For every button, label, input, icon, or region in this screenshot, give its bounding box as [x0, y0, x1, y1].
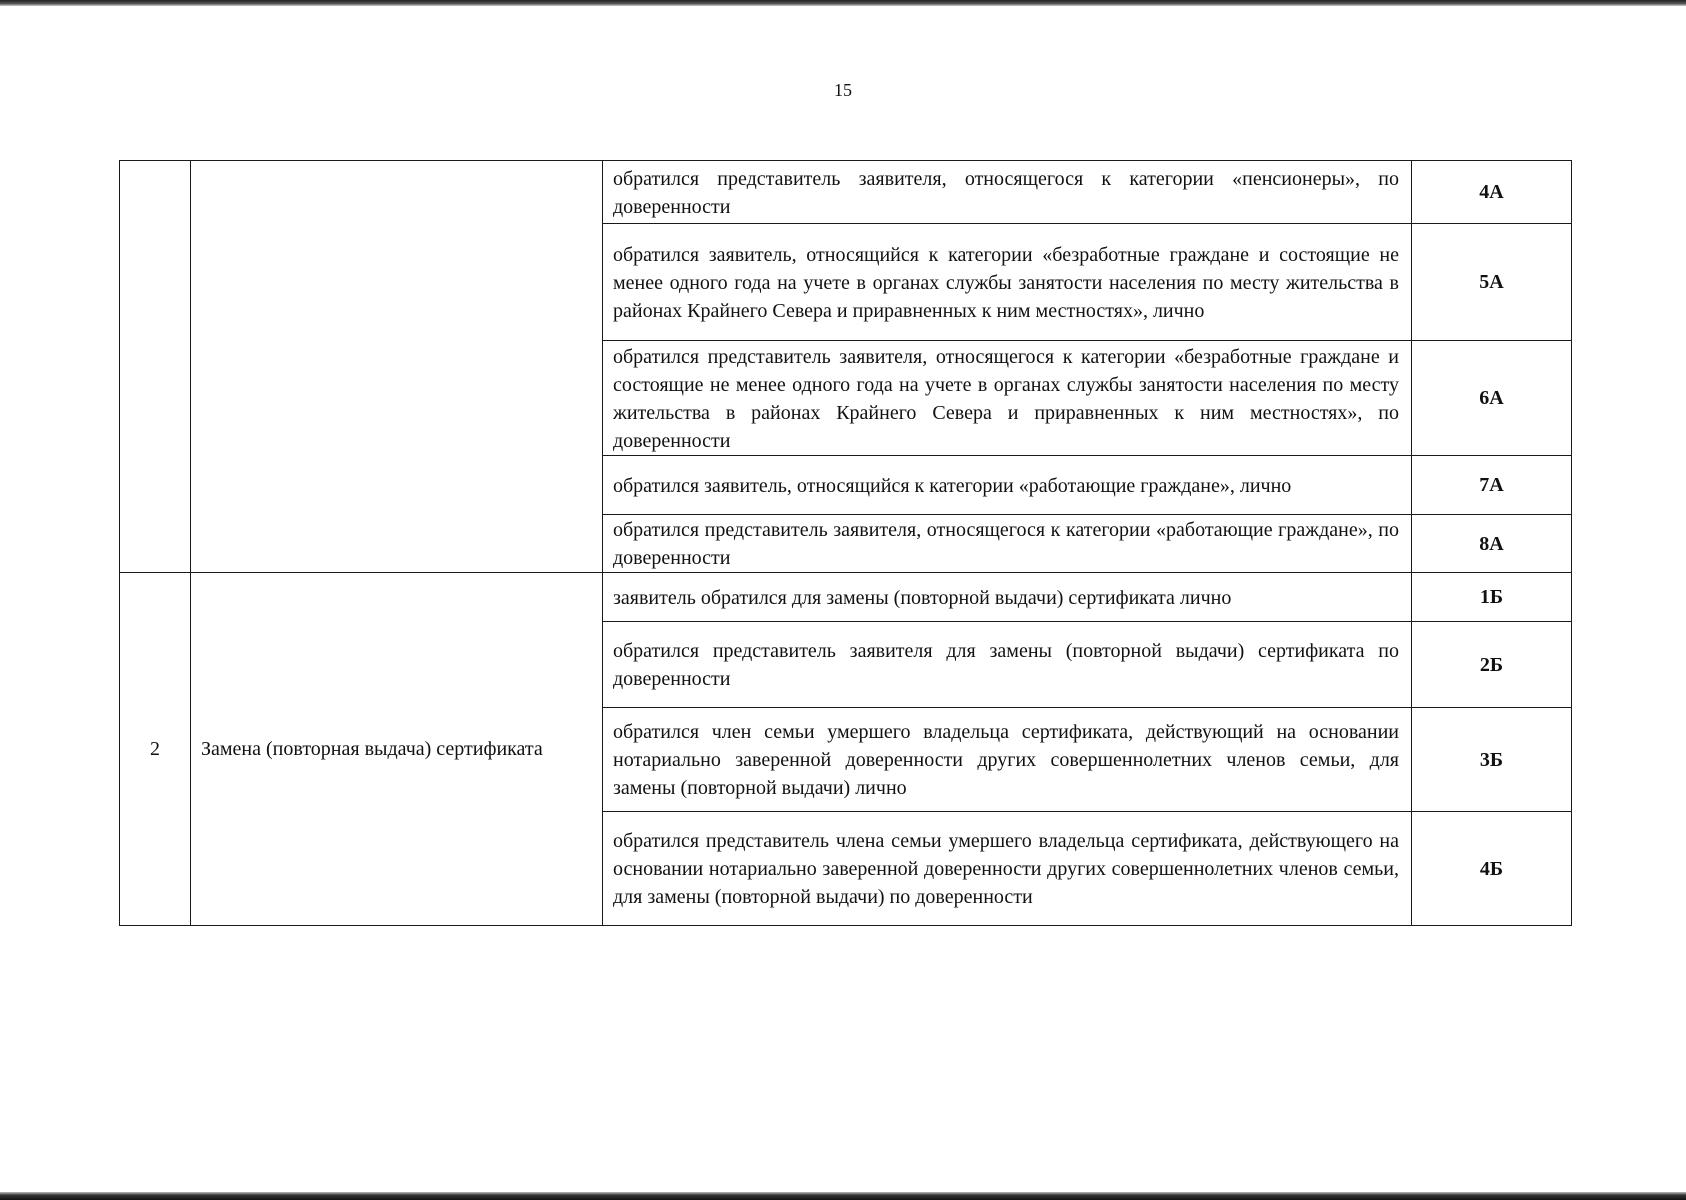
service-name-cell: Замена (повторная выдача) сертификата [191, 573, 603, 926]
variant-code-cell: 1Б [1412, 573, 1572, 622]
row-number-cell [120, 161, 191, 573]
service-name-cell [191, 161, 603, 573]
condition-cell: обратился представитель заявителя, относящегося к категории «пенсионеры», по доверенности [603, 161, 1412, 224]
condition-cell: обратился представитель члена семьи умершего владельца сертификата, действующего на основании нотариально заверенной доверенности других совершеннолетних членов семьи, для замены (повторной выдачи) по доверенности [603, 812, 1412, 926]
scan-edge-bottom [0, 1192, 1686, 1200]
table-row [120, 161, 1572, 224]
condition-cell: обратился заявитель, относящийся к категории «работающие граждане», лично [603, 456, 1412, 515]
condition-cell: обратился член семьи умершего владельца сертификата, действующий на основании нотариально заверенной доверенности других совершеннолетних членов семьи, для замены (повторной выдачи) лично [603, 708, 1412, 812]
condition-cell: обратился представитель заявителя для замены (повторной выдачи) сертификата по доверенности [603, 622, 1412, 708]
variant-code-cell: 3Б [1412, 708, 1572, 812]
table-row [120, 573, 1572, 622]
condition-cell: заявитель обратился для замены (повторной выдачи) сертификата лично [603, 573, 1412, 622]
variant-code-cell: 2Б [1412, 622, 1572, 708]
variant-code-cell: 4А [1412, 161, 1572, 224]
condition-cell: обратился представитель заявителя, относящегося к категории «безработные граждане и состоящие не менее одного года на учете в органах службы занятости населения по месту жительства в районах Крайнего Севера и приравненных к ним местностях», по доверенности [603, 341, 1412, 456]
condition-cell: обратился заявитель, относящийся к категории «безработные граждане и состоящие не менее одного года на учете в органах службы занятости населения по месту жительства в районах Крайнего Севера и приравненных к ним местностях», лично [603, 224, 1412, 341]
scan-edge-top [0, 0, 1686, 6]
row-number-cell: 2 [120, 573, 191, 926]
variant-code-cell: 5А [1412, 224, 1572, 341]
services-table [119, 160, 1572, 926]
variant-code-cell: 8А [1412, 515, 1572, 573]
page-number: 15 [834, 80, 852, 100]
variant-code-cell: 6А [1412, 341, 1572, 456]
condition-cell: обратился представитель заявителя, относящегося к категории «работающие граждане», по доверенности [603, 515, 1412, 573]
variant-code-cell: 4Б [1412, 812, 1572, 926]
variant-code-cell: 7А [1412, 456, 1572, 515]
